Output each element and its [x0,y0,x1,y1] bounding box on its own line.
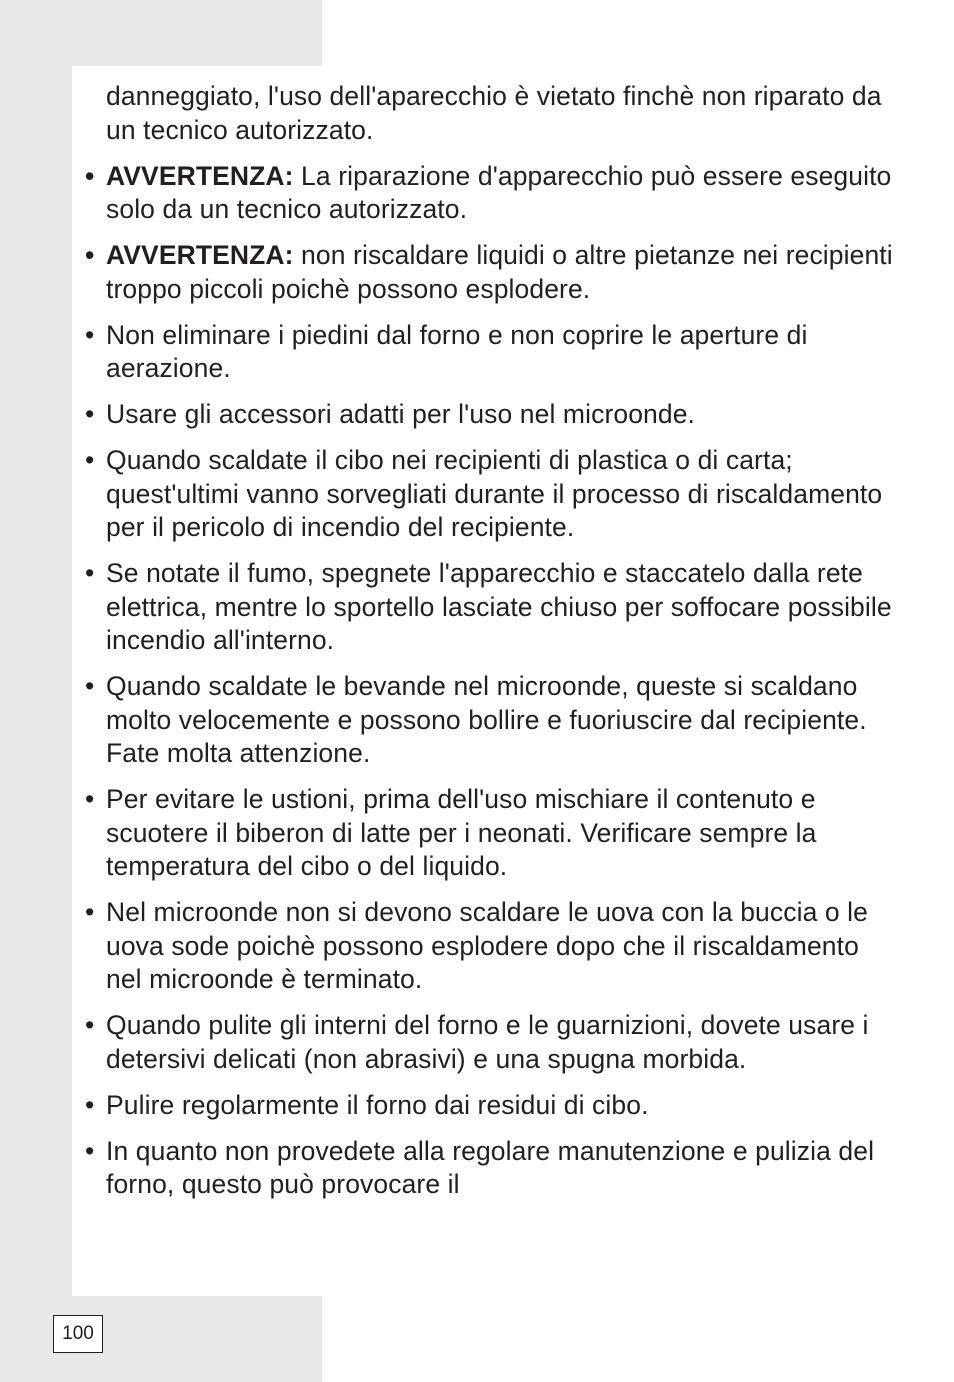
paragraph-text: Non eliminare i piedini dal forno e non coprire le aperture di aerazione. [106,319,808,383]
paragraph-text: danneggiato, l'uso dell'aparecchio è vietato finchè non riparato da un tecnico autorizzato. [106,81,882,145]
paragraph-text: Quando scaldate il cibo nei recipienti di plastica o di carta; quest'ultimi vanno sorvegliati durante il processo di riscaldamento per il pericolo di incendio del recipiente. [106,445,883,542]
text-column [106,80,896,1214]
list-item-warning-liquids [106,239,896,306]
list-item [106,444,896,545]
paragraph-text: Nel microonde non si devono scaldare le uova con la buccia o le uova sode poichè possono esplodere dopo che il riscaldamento nel microonde è terminato. [106,897,869,994]
list-item [106,783,896,884]
warning-label: AVVERTENZA: [106,240,294,270]
paragraph-text: non riscaldare liquidi o altre pietanze nei recipienti troppo piccoli poichè possono esplodere. [106,240,893,304]
list-item [106,1089,896,1123]
paragraph-text: In quanto non provedete alla regolare manutenzione e pulizia del forno, questo può provocare il [106,1135,875,1199]
list-item [106,398,896,432]
list-item [106,896,896,997]
paragraph-text: Per evitare le ustioni, prima dell'uso mischiare il contenuto e scuotere il biberon di latte per i neonati. Verificare sempre la temperatura del cibo o del liquido. [106,784,817,881]
list-item [106,557,896,658]
list-item-warning-repair [106,160,896,227]
list-item [106,319,896,386]
list-item [106,1135,896,1202]
paragraph-text: Usare gli accessori adatti per l'uso nel microonde. [106,399,696,429]
page-content [72,66,954,1296]
paragraph-text: Quando scaldate le bevande nel microonde, queste si scaldano molto velocemente e possono bollire e fuoriuscire dal recipiente. Fate molta attenzione. [106,671,867,768]
list-item [106,670,896,771]
page-number: 100 [53,1315,103,1353]
paragraph-text: La riparazione d'apparecchio può essere eseguito solo da un tecnico autorizzato. [106,160,892,224]
list-item [106,1009,896,1076]
paragraph-text: Quando pulite gli interni del forno e le guarnizioni, dovete usare i detersivi delicati (non abrasivi) e una spugna morbida. [106,1010,869,1074]
paragraph-text: Se notate il fumo, spegnete l'apparecchio e staccatelo dalla rete elettrica, mentre lo sportello lasciate chiuso per soffocare possibile incendio all'interno. [106,558,892,655]
warning-label: AVVERTENZA: [106,160,294,191]
paragraph-text: Pulire regolarmente il forno dai residui di cibo. [106,1089,649,1120]
continuation-paragraph [106,80,896,147]
